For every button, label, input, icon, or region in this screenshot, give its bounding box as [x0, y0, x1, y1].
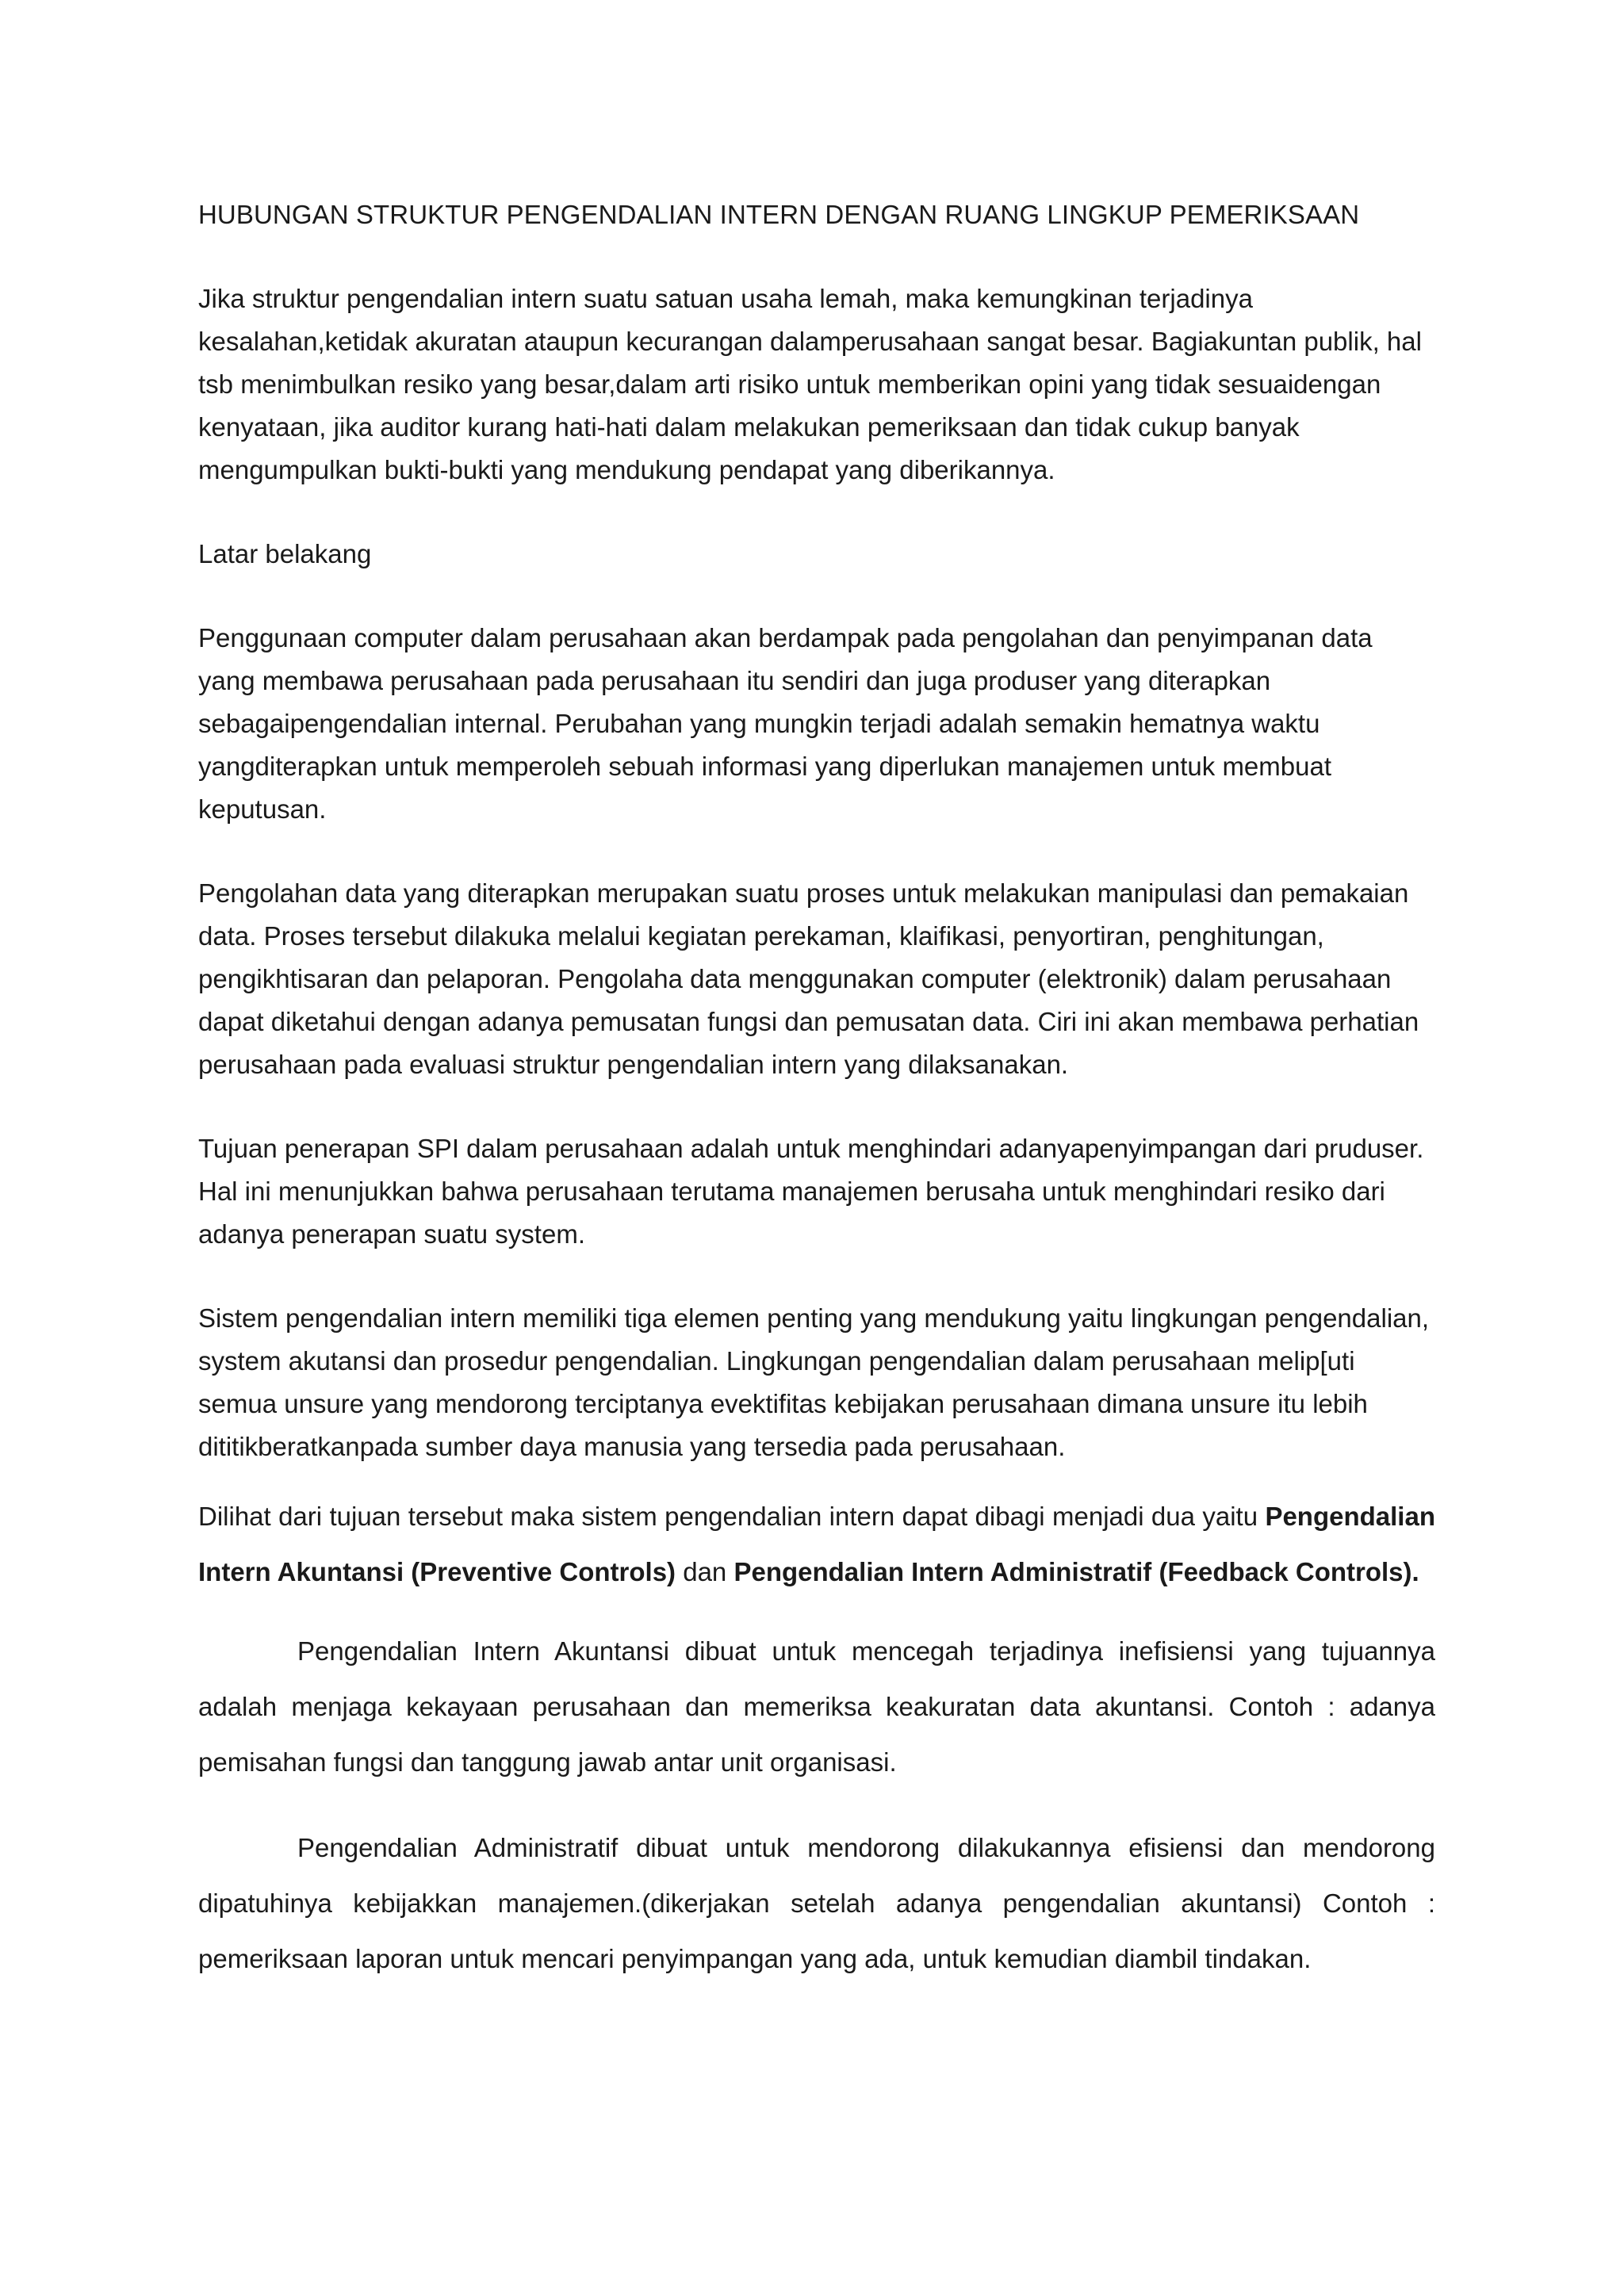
term-pengendalian-akuntansi: Pengendalian Intern Akuntansi (Preventive Controls) [198, 1502, 1435, 1586]
document-body [198, 193, 1435, 2017]
paragraph-pengendalian-administratif: Pengendalian Administratif dibuat untuk mendorong dilakukannya efisiensi dan mendorong dipatuhinya kebijakkan manajemen.(dikerjakan setelah adanya pengendalian akuntansi) Contoh : pemeriksaan laporan untuk mencari penyimpangan yang ada, untuk kemudian diambil tindakan. [198, 1833, 1435, 1973]
paragraph-pengendalian-akuntansi: Pengendalian Intern Akuntansi dibuat untuk mencegah terjadinya inefisiensi yang tujuannya adalah menjaga kekayaan perusahaan dan memeriksa keakuratan data akuntansi. Contoh : adanya pemisahan fungsi dan tanggung jawab antar unit organisasi. [198, 1636, 1435, 1777]
paragraph-tujuan-spi: Tujuan penerapan SPI dalam perusahaan adalah untuk menghindari adanyapenyimpangan dari pruduser. Hal ini menunjukkan bahwa perusahaan terutama manajemen berusaha untuk menghindari resiko dari adanya penerapan suatu system. [198, 1134, 1424, 1249]
paragraph-intro: Jika struktur pengendalian intern suatu satuan usaha lemah, maka kemungkinan terjadinya kesalahan,ketidak akuratan ataupun kecurangan dalamperusahaan sangat besar. Bagiakuntan publik, hal tsb menimbulkan resiko yang besar,dalam arti risiko untuk memberikan opini yang tidak sesuaidengan kenyataan, jika auditor kurang hati-hati dalam melakukan pemeriksaan dan tidak cukup banyak mengumpulkan bukti-bukti yang mendukung pendapat yang diberikannya. [198, 284, 1422, 484]
paragraph-penggunaan-computer: Penggunaan computer dalam perusahaan akan berdampak pada pengolahan dan penyimpanan data yang membawa perusahaan pada perusahaan itu sendiri dan juga produser yang diterapkan sebagaipengendalian internal. Perubahan yang mungkin terjadi adalah semakin hematnya waktu yangditerapkan untuk memperoleh sebuah informasi yang diperlukan manajemen untuk membuat keputusan. [198, 623, 1373, 824]
paragraph-dua-jenis-start: Dilihat dari tujuan tersebut maka sistem pengendalian intern dapat dibagi menjadi dua yaitu [198, 1502, 1266, 1531]
document-title: HUBUNGAN STRUKTUR PENGENDALIAN INTERN DENGAN RUANG LINGKUP PEMERIKSAAN [198, 200, 1360, 229]
paragraph-dua-jenis-pengendalian [198, 1489, 1435, 1600]
paragraph-sistem-pengendalian: Sistem pengendalian intern memiliki tiga elemen penting yang mendukung yaitu lingkungan pengendalian, system akutansi dan prosedur pengendalian. Lingkungan pengendalian dalam perusahaan melip[uti semua unsure yang mendorong terciptanya evektifitas kebijakan perusahaan dimana unsure itu lebih dititikberatkanpada sumber daya manusia yang tersedia pada perusahaan. [198, 1303, 1430, 1461]
paragraph-pengolahan-data: Pengolahan data yang diterapkan merupakan suatu proses untuk melakukan manipulasi dan pemakaian data. Proses tersebut dilakuka melalui kegiatan perekaman, klaifikasi, penyortiran, penghitungan, pengikhtisaran dan pelaporan. Pengolaha data menggunakan computer (elektronik) dalam perusahaan dapat diketahui dengan adanya pemusatan fungsi dan pemusatan data. Ciri ini akan membawa perhatian perusahaan pada evaluasi struktur pengendalian intern yang dilaksanakan. [198, 878, 1419, 1079]
term-pengendalian-administratif: Pengendalian Intern Administratif (Feedback Controls). [733, 1557, 1419, 1586]
paragraph-dua-jenis-mid: dan [676, 1557, 734, 1586]
section-heading-latar-belakang: Latar belakang [198, 539, 372, 568]
